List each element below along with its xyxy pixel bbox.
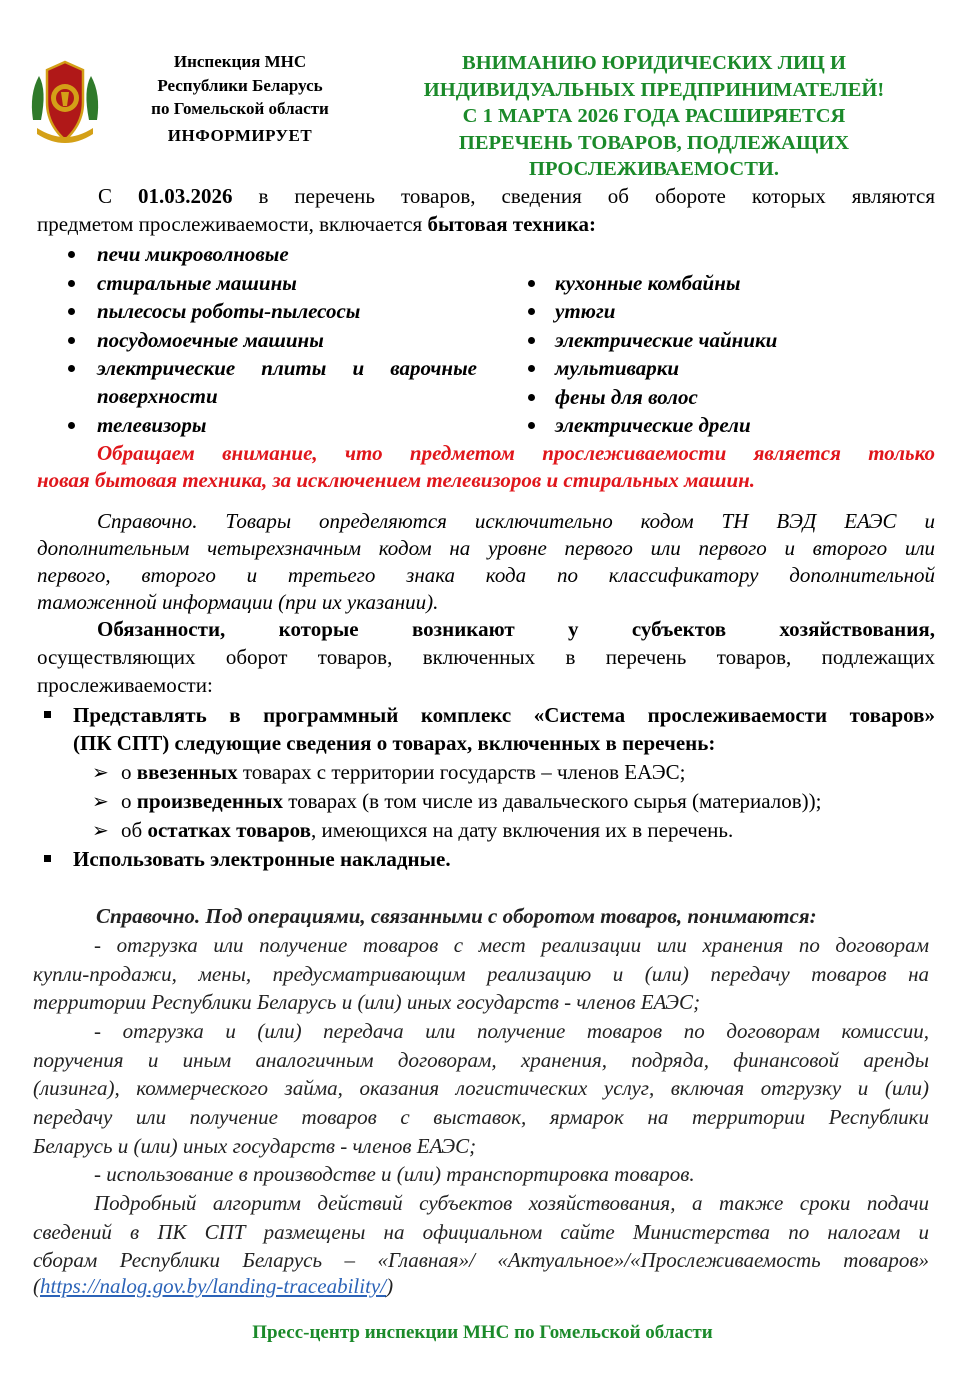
headline-line: С 1 МАРТА 2026 ГОДА РАСШИРЯЕТСЯ [462,105,846,127]
duty-subitem [121,758,965,786]
bullet-icon [68,337,75,344]
operations-line: поручения и иным аналогичным договорам, хранения, подряда, финансовой аренды [33,1048,929,1072]
duties-line: осуществляющих оборот товаров, включенных в перечень товаров, подлежащих [37,645,935,669]
goods-item: мультиварки [555,356,680,380]
duty-subitem [121,787,965,815]
intro-line [37,210,935,238]
operations-line: купли-продажи, мены, предусматривающим реализацию и (или) передачу товаров на [33,962,929,986]
issuer-line: Инспекция МНС [173,52,307,71]
bullet-icon [528,280,535,287]
intro-line [98,182,935,210]
operations-line: - отгрузка или получение товаров с мест реализации или хранения по договорам [94,933,929,957]
issuer-line: по Гомельской области [151,99,329,118]
goods-item: стиральные машины [97,271,297,295]
goods-item: кухонные комбайны [555,271,741,295]
operations-line: Подробный алгоритм действий субъектов хозяйствования, а также сроки подачи [94,1191,929,1215]
subitem-text: о [121,760,137,784]
operations-line: сборам Республики Беларусь – «Главная»/ «Актуальное»/«Прослеживаемость товаров» [33,1248,929,1272]
issuer-name [120,50,360,121]
operations-line: передачу или получение товаров с выставок, ярмарок на территории Республики [33,1105,929,1129]
reference-line: Справочно. Товары определяются исключительно кодом ТН ВЭД ЕАЭС и [97,509,935,533]
goods-item: пылесосы роботы-пылесосы [97,299,361,323]
press-center-footer: Пресс-центр инспекции МНС по Гомельской области [252,1322,713,1343]
operations-line: территории Республики Беларусь и (или) иных государств - членов ЕАЭС; [33,990,701,1014]
duty-item: Представлять в программный комплекс «Система прослеживаемости товаров» [73,703,935,727]
goods-category: бытовая техника: [427,212,596,236]
reference-line: таможенной информации (при их указании). [37,590,439,614]
subitem-keyword: произведенных [136,789,283,813]
goods-item: фены для волос [555,385,698,409]
subitem-text: товарах (в том числе из давальческого сырья (материалов)); [283,789,822,813]
intro-text: предметом прослеживаемости, включается [37,212,428,236]
goods-item: утюги [555,299,616,323]
headline-line: ПЕРЕЧЕНЬ ТОВАРОВ, ПОДЛЕЖАЩИХ [458,131,850,154]
notice-line: новая бытовая техника, за исключением телевизоров и стиральных машин. [37,468,756,492]
link-paren: ( [33,1274,40,1298]
goods-item: посудомоечные машины [97,328,324,352]
subitem-keyword: ввезенных [136,760,238,784]
bullet-icon [528,394,535,401]
subitem-keyword: остатках товаров [147,818,311,842]
bullet-icon [528,365,535,372]
bullet-icon [68,422,75,429]
goods-item: печи микроволновые [97,242,289,266]
operations-link-line [33,1272,931,1301]
goods-item: поверхности [97,384,218,408]
arrow-bullet-icon: ➢ [92,818,109,842]
operations-line: (лизинга), коммерческого займа, оказания логистических услуг, включая отгрузку и (или) [33,1076,929,1100]
informs-label: ИНФОРМИРУЕТ [167,126,313,145]
duty-item: Использовать электронные накладные. [73,847,451,871]
duty-item: (ПК СПТ) следующие сведения о товарах, включенных в перечень: [73,731,716,755]
headline [372,50,936,183]
square-bullet-icon [44,855,51,862]
bullet-icon [68,280,75,287]
subitem-text: о [121,789,137,813]
subitem-text: , имеющихся на дату включения их в перечень. [311,818,734,842]
duty-subitem [121,816,965,844]
duties-heading: Обязанности, которые возникают у субъектов хозяйствования, [97,617,935,641]
intro-text: С [98,184,139,208]
effective-date: 01.03.2026 [138,184,233,208]
subitem-text: об [121,818,148,842]
tax-inspection-emblem-icon [27,58,103,144]
operations-line: - использование в производстве и (или) транспортировка товаров. [94,1162,695,1186]
headline-line: ИНДИВИДУАЛЬНЫХ ПРЕДПРИНИМАТЕЛЕЙ! [423,78,885,101]
goods-item: электрические дрели [555,413,751,437]
bullet-icon [68,251,75,258]
operations-heading: Справочно. Под операциями, связанными с оборотом товаров, понимаются: [96,904,817,928]
subitem-text: товарах с территории государств – членов ЕАЭС; [237,760,686,784]
arrow-bullet-icon: ➢ [92,760,109,784]
notice-line: Обращаем внимание, что предметом прослеживаемости является только [97,441,935,465]
duties-line: прослеживаемости: [37,673,213,697]
headline-line: ВНИМАНИЮ ЮРИДИЧЕСКИХ ЛИЦ И [462,52,846,74]
bullet-icon [68,365,75,372]
link-paren: ) [386,1274,394,1298]
bullet-icon [528,337,535,344]
bullet-icon [68,308,75,315]
operations-line: сведений в ПК СПТ размещены на официальном сайте Министерства по налогам и [33,1220,929,1244]
reference-line: первого, второго и третьего знака кода по классификатору дополнительной [37,563,935,587]
goods-item: электрические чайники [555,328,778,352]
headline-line: ПРОСЛЕЖИВАЕМОСТИ. [529,158,779,180]
bullet-icon [528,308,535,315]
reference-line: дополнительным четырехзначным кодом на уровне первого или первого и второго или [37,536,935,560]
intro-text: в перечень товаров, сведения об обороте которых являются [232,184,936,208]
bullet-icon [528,422,535,429]
arrow-bullet-icon: ➢ [92,789,109,813]
issuer-line: Республики Беларусь [157,75,323,95]
traceability-link[interactable]: https://nalog.gov.by/landing-traceability/ [40,1274,387,1298]
operations-line: Беларусь и (или) иных государств - членов ЕАЭС; [33,1134,477,1158]
goods-item: электрические плиты и варочные [97,356,477,380]
square-bullet-icon [44,711,51,718]
operations-line: - отгрузка и (или) передача или получение товаров по договорам комиссии, [94,1019,929,1043]
goods-item: телевизоры [97,413,207,437]
